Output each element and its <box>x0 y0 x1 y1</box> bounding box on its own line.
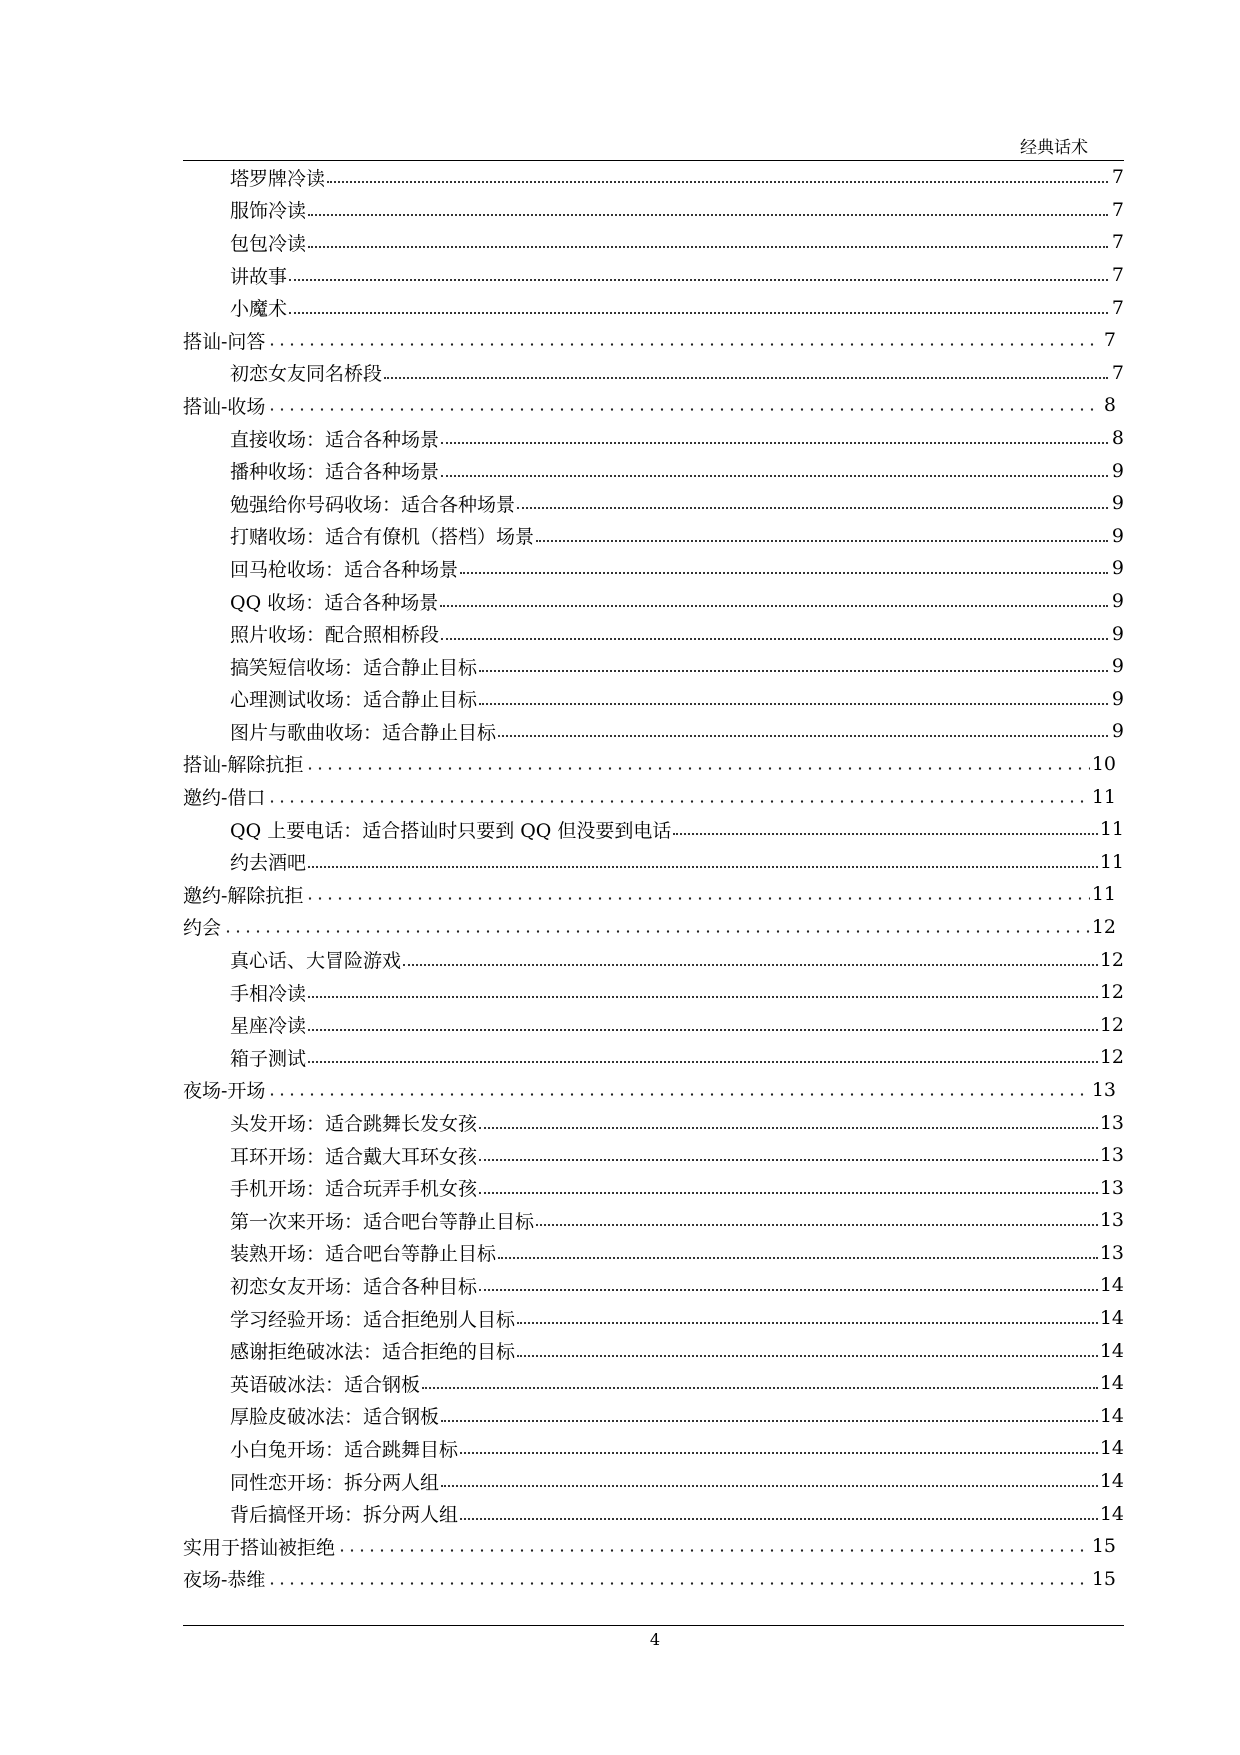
toc-entry-label: 厚脸皮破冰法：适合钢板 <box>230 1406 440 1429</box>
toc-dot-leader <box>517 1307 1098 1329</box>
toc-entry-label: 照片收场：配合照相桥段 <box>230 624 440 647</box>
toc-dot-leader <box>267 1568 1089 1590</box>
toc-entry[interactable] <box>183 911 1124 944</box>
footer-rule <box>183 1625 1124 1626</box>
page-number: 4 <box>649 1630 661 1649</box>
toc-entry[interactable] <box>183 487 1124 520</box>
toc-entry[interactable] <box>183 780 1124 813</box>
toc-entry-label: 直接收场：适合各种场景 <box>230 428 440 451</box>
toc-entry-page: 13 <box>1099 1209 1124 1232</box>
toc-entry-page: 7 <box>1111 198 1124 221</box>
toc-entry-page: 14 <box>1099 1502 1124 1525</box>
toc-entry-label: 装熟开场：适合吧台等静止目标 <box>230 1243 497 1266</box>
toc-entry-label: 打赌收场：适合有僚机（搭档）场景 <box>230 526 535 549</box>
toc-entry[interactable] <box>183 1432 1124 1465</box>
toc-entry-label: 感谢拒绝破冰法：适合拒绝的目标 <box>230 1341 516 1364</box>
toc-entry[interactable] <box>183 1204 1124 1237</box>
toc-entry[interactable] <box>183 748 1124 781</box>
toc-entry-label: 心理测试收场：适合静止目标 <box>230 689 478 712</box>
toc-dot-leader <box>479 1274 1098 1296</box>
toc-entry-label: 夜场-开场 <box>183 1080 266 1103</box>
toc-entry[interactable] <box>183 291 1124 324</box>
toc-entry-page: 11 <box>1091 883 1116 906</box>
toc-entry-label: 学习经验开场：适合拒绝别人目标 <box>230 1308 516 1331</box>
toc-dot-leader <box>536 525 1108 547</box>
toc-entry-page: 13 <box>1099 1144 1124 1167</box>
toc-entry-label: 手相冷读 <box>230 982 307 1005</box>
toc-dot-leader <box>308 1046 1098 1068</box>
toc-entry[interactable] <box>183 683 1124 716</box>
toc-entry[interactable] <box>183 161 1124 194</box>
toc-entry-page: 11 <box>1091 785 1116 808</box>
toc-entry-label: 播种收场：适合各种场景 <box>230 461 440 484</box>
toc-entry[interactable] <box>183 1465 1124 1498</box>
toc-entry-label: 真心话、大冒险游戏 <box>230 950 402 973</box>
toc-dot-leader <box>479 1144 1098 1166</box>
toc-entry-label: 耳环开场：适合戴大耳环女孩 <box>230 1145 478 1168</box>
toc-entry-label: 包包冷读 <box>230 232 307 255</box>
toc-entry-label: 背后搞怪开场：拆分两人组 <box>230 1504 459 1527</box>
toc-dot-leader <box>308 199 1108 221</box>
toc-dot-leader <box>673 818 1097 840</box>
toc-dot-leader <box>267 329 1100 351</box>
toc-entry-label: 初恋女友开场：适合各种目标 <box>230 1275 478 1298</box>
toc-entry[interactable] <box>183 226 1124 259</box>
toc-entry-label: 初恋女友同名桥段 <box>230 363 383 386</box>
toc-entry[interactable] <box>183 715 1124 748</box>
toc-entry-label: 回马枪收场：适合各种场景 <box>230 558 459 581</box>
toc-entry[interactable] <box>183 389 1124 422</box>
toc-entry-label: 同性恋开场：拆分两人组 <box>230 1471 440 1494</box>
toc-entry-page: 13 <box>1091 1078 1116 1101</box>
toc-dot-leader <box>308 851 1098 873</box>
toc-entry[interactable] <box>183 1074 1124 1107</box>
toc-entry-page: 12 <box>1099 1013 1124 1036</box>
toc-entry[interactable] <box>183 1171 1124 1204</box>
toc-dot-leader <box>460 557 1108 579</box>
toc-entry[interactable] <box>183 585 1124 618</box>
toc-entry-page: 15 <box>1091 1567 1116 1590</box>
toc-entry[interactable] <box>183 943 1124 976</box>
toc-entry-page: 7 <box>1111 264 1124 287</box>
toc-dot-leader <box>498 1242 1098 1264</box>
running-header-title: 经典话术 <box>1020 138 1088 158</box>
toc-entry-page: 7 <box>1111 296 1124 319</box>
toc-entry-page: 9 <box>1111 524 1124 547</box>
toc-dot-leader <box>498 720 1108 742</box>
toc-dot-leader <box>289 264 1108 286</box>
toc-entry[interactable] <box>183 1008 1124 1041</box>
toc-entry-page: 13 <box>1099 1111 1124 1134</box>
toc-entry-page: 14 <box>1099 1307 1124 1330</box>
toc-entry[interactable] <box>183 1302 1124 1335</box>
toc-entry-label: 实用于搭讪被拒绝 <box>183 1536 336 1559</box>
toc-entry-label: 星座冷读 <box>230 1015 307 1038</box>
toc-entry-page: 9 <box>1111 590 1124 613</box>
toc-entry-label: 搞笑短信收场：适合静止目标 <box>230 656 478 679</box>
toc-entry[interactable] <box>183 194 1124 227</box>
toc-entry-label: 邀约-借口 <box>183 787 266 810</box>
toc-entry-label: 小白兔开场：适合跳舞目标 <box>230 1438 459 1461</box>
toc-entry-label: 勉强给你号码收场：适合各种场景 <box>230 493 516 516</box>
toc-entry[interactable] <box>183 1497 1124 1530</box>
toc-entry[interactable] <box>183 259 1124 292</box>
toc-dot-leader <box>441 623 1108 645</box>
toc-entry-page: 12 <box>1099 1046 1124 1069</box>
toc-dot-leader <box>517 492 1108 514</box>
toc-entry[interactable] <box>183 1041 1124 1074</box>
toc-entry-page: 9 <box>1111 720 1124 743</box>
toc-entry-label: 头发开场：适合跳舞长发女孩 <box>230 1113 478 1136</box>
toc-entry[interactable] <box>183 650 1124 683</box>
toc-entry-label: QQ 上要电话：适合搭讪时只要到 QQ 但没要到电话 <box>230 819 672 842</box>
toc-entry-page: 13 <box>1099 1176 1124 1199</box>
toc-dot-leader <box>440 590 1108 612</box>
toc-entry[interactable] <box>183 878 1124 911</box>
toc-entry[interactable] <box>183 454 1124 487</box>
toc-entry[interactable] <box>183 976 1124 1009</box>
toc-entry-page: 14 <box>1099 1274 1124 1297</box>
toc-entry[interactable] <box>183 1334 1124 1367</box>
toc-entry-label: 小魔术 <box>230 298 288 321</box>
toc-entry-label: 搭讪-收场 <box>183 395 266 418</box>
toc-dot-leader <box>337 1535 1090 1557</box>
toc-entry-page: 9 <box>1111 557 1124 580</box>
toc-entry[interactable] <box>183 1139 1124 1172</box>
toc-entry[interactable] <box>183 552 1124 585</box>
toc-entry-label: 约会 <box>183 917 222 940</box>
toc-dot-leader <box>308 231 1108 253</box>
toc-entry[interactable] <box>183 520 1124 553</box>
toc-entry-label: 第一次来开场：适合吧台等静止目标 <box>230 1210 535 1233</box>
toc-entry-page: 9 <box>1111 622 1124 645</box>
toc-dot-leader <box>479 1112 1098 1134</box>
toc-dot-leader <box>267 786 1089 808</box>
toc-dot-leader <box>289 297 1108 319</box>
toc-entry[interactable] <box>183 1530 1124 1563</box>
toc-entry-page: 12 <box>1091 915 1116 938</box>
toc-dot-leader <box>441 1470 1098 1492</box>
toc-entry[interactable] <box>183 1237 1124 1270</box>
toc-entry-label: 服饰冷读 <box>230 200 307 223</box>
toc-dot-leader <box>327 166 1108 188</box>
toc-dot-leader <box>460 1437 1098 1459</box>
toc-entry[interactable] <box>183 1106 1124 1139</box>
toc-dot-leader <box>305 753 1089 775</box>
toc-entry-label: 塔罗牌冷读 <box>230 167 326 190</box>
toc-entry-page: 12 <box>1099 948 1124 971</box>
table-of-contents <box>183 161 1124 1595</box>
toc-dot-leader <box>441 1405 1098 1427</box>
toc-entry-page: 7 <box>1103 329 1116 352</box>
toc-entry[interactable] <box>183 422 1124 455</box>
toc-entry-page: 8 <box>1111 427 1124 450</box>
toc-dot-leader <box>517 1340 1098 1362</box>
toc-entry-label: 图片与歌曲收场：适合静止目标 <box>230 721 497 744</box>
toc-entry-page: 13 <box>1099 1241 1124 1264</box>
toc-entry-page: 7 <box>1111 166 1124 189</box>
toc-entry-label: 手机开场：适合玩弄手机女孩 <box>230 1178 478 1201</box>
toc-entry[interactable] <box>183 617 1124 650</box>
toc-entry-page: 10 <box>1091 752 1116 775</box>
toc-entry-label: 搭讪-解除抗拒 <box>183 754 304 777</box>
toc-dot-leader <box>384 362 1108 384</box>
toc-dot-leader <box>536 1209 1098 1231</box>
toc-entry-page: 14 <box>1099 1437 1124 1460</box>
toc-dot-leader <box>441 460 1108 482</box>
toc-entry-page: 14 <box>1099 1470 1124 1493</box>
toc-entry-page: 11 <box>1099 850 1124 873</box>
toc-entry-page: 14 <box>1099 1404 1124 1427</box>
toc-dot-leader <box>479 655 1108 677</box>
toc-dot-leader <box>422 1372 1098 1394</box>
toc-dot-leader <box>460 1503 1098 1525</box>
toc-dot-leader <box>308 981 1098 1003</box>
toc-entry-label: 箱子测试 <box>230 1047 307 1070</box>
toc-dot-leader <box>403 949 1098 971</box>
toc-entry-label: QQ 收场：适合各种场景 <box>230 591 439 614</box>
toc-entry[interactable] <box>183 1400 1124 1433</box>
toc-dot-leader <box>479 688 1108 710</box>
toc-entry[interactable] <box>183 324 1124 357</box>
toc-entry-label: 约去酒吧 <box>230 852 307 875</box>
toc-entry-page: 7 <box>1111 231 1124 254</box>
toc-entry-page: 7 <box>1111 361 1124 384</box>
toc-dot-leader <box>441 427 1108 449</box>
toc-entry-page: 8 <box>1103 394 1116 417</box>
toc-entry[interactable] <box>183 1367 1124 1400</box>
toc-entry-page: 9 <box>1111 687 1124 710</box>
toc-dot-leader <box>308 1014 1098 1036</box>
toc-entry-page: 12 <box>1099 981 1124 1004</box>
toc-entry-page: 9 <box>1111 459 1124 482</box>
toc-entry-label: 英语破冰法：适合钢板 <box>230 1373 421 1396</box>
toc-entry[interactable] <box>183 813 1124 846</box>
toc-entry-label: 讲故事 <box>230 265 288 288</box>
toc-entry-page: 9 <box>1111 655 1124 678</box>
toc-entry[interactable] <box>183 1563 1124 1596</box>
toc-entry-page: 15 <box>1091 1535 1116 1558</box>
toc-entry-label: 夜场-恭维 <box>183 1569 266 1592</box>
toc-entry-label: 搭讪-问答 <box>183 330 266 353</box>
toc-entry[interactable] <box>183 1269 1124 1302</box>
toc-entry-page: 11 <box>1099 818 1124 841</box>
toc-entry[interactable] <box>183 357 1124 390</box>
toc-dot-leader <box>479 1177 1098 1199</box>
toc-entry[interactable] <box>183 845 1124 878</box>
toc-dot-leader <box>223 916 1090 938</box>
toc-dot-leader <box>267 394 1100 416</box>
toc-entry-page: 9 <box>1111 492 1124 515</box>
toc-entry-page: 14 <box>1099 1372 1124 1395</box>
toc-entry-page: 14 <box>1099 1339 1124 1362</box>
toc-entry-label: 邀约-解除抗拒 <box>183 884 304 907</box>
toc-dot-leader <box>267 1079 1089 1101</box>
toc-dot-leader <box>305 883 1089 905</box>
